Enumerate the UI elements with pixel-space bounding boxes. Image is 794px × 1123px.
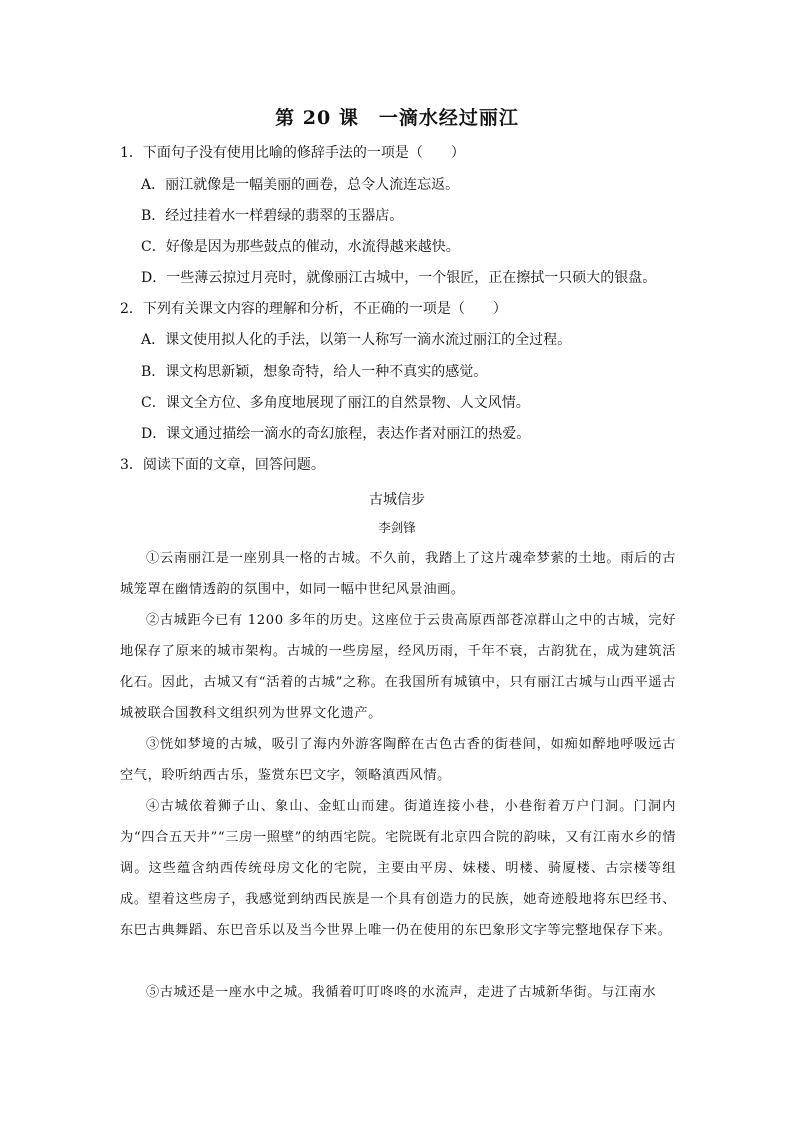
question-1-option-c: C．好像是因为那些鼓点的催动，水流得越来越快。 [141,239,460,255]
question-2-option-a: A．课文使用拟人化的手法，以第一人称写一滴水流过丽江的全过程。 [141,332,572,348]
question-2-option-b: B．课文构思新颖，想象奇特，给人一种不真实的感觉。 [141,364,488,380]
question-3-stem: 3．阅读下面的文章，回答问题。 [120,457,325,473]
question-1-option-d: D．一些薄云掠过月亮时，就像丽江古城中，一个银匠，正在擦拭一只硕大的银盘。 [141,270,657,286]
passage-paragraph-3: ③恍如梦境的古城，吸引了海内外游客陶醉在古色古香的街巷间，如痴如醉地呼吸远古空气，聆听纳西古乐，鉴赏东巴文字，领略滇西风情。 [120,737,676,783]
passage-paragraph-5: ⑤古城还是一座水中之城。我循着叮叮咚咚的水流声，走进了古城新华街。与江南水 [146,985,657,1000]
question-1-option-a: A．丽江就像是一幅美丽的画卷，总令人流连忘返。 [141,177,460,193]
lesson-title: 第 20 课 一滴水经过丽江 [275,107,519,129]
question-2-option-d: D．课文通过描绘一滴水的奇幻旅程，表达作者对丽江的热爱。 [141,426,531,442]
passage-paragraph-4: ④古城依着狮子山、象山、金虹山而建。街道连接小巷，小巷衔着万户门洞。门洞内为“四合五天井”“三房一照壁”的纳西宅院。宅院既有北京四合院的韵味，又有江南水乡的情调。这些蕴含纳西传统母房文化的宅院，主要由平房、妹楼、明楼、骑厦楼、古宗楼等组成。望着这些房子，我感觉到纳西民族是一个具有创造力的民族，她奇迹般地将东巴经书、东巴古典舞蹈、东巴音乐以及当今世界上唯一仍在使用的东巴象形文字等完整地保存下来。 [120,799,676,938]
question-2-stem: 2．下列有关课文内容的理解和分析，不正确的一项是（ ） [120,301,507,317]
question-1-option-b: B．经过挂着水一样碧绿的翡翠的玉器店。 [141,208,404,224]
question-2-option-c: C．课文全方位、多角度地展现了丽江的自然景物、人文风情。 [141,395,530,411]
passage-paragraph-2: ②古城距今已有 1200 多年的历史。这座位于云贵高原西部苍凉群山之中的古城，完好地保存了原来的城市架构。古城的一些房屋，经风历雨，千年不衰，古韵犹在，成为建筑活化石。因此，古城又有“活着的古城”之称。在我国所有城镇中，只有丽江古城与山西平遥古城被联合国教科文组织列为世界文化遗产。 [120,613,676,721]
question-1-stem: 1．下面句子没有使用比喻的修辞手法的一项是（ ） [120,145,465,161]
passage-title: 古城信步 [369,492,425,508]
passage-author: 李剑锋 [378,520,416,535]
passage-paragraph-1: ①云南丽江是一座别具一格的古城。不久前，我踏上了这片魂牵梦萦的土地。雨后的古城笼罩在幽情透韵的氛围中，如同一幅中世纪风景油画。 [120,551,676,597]
